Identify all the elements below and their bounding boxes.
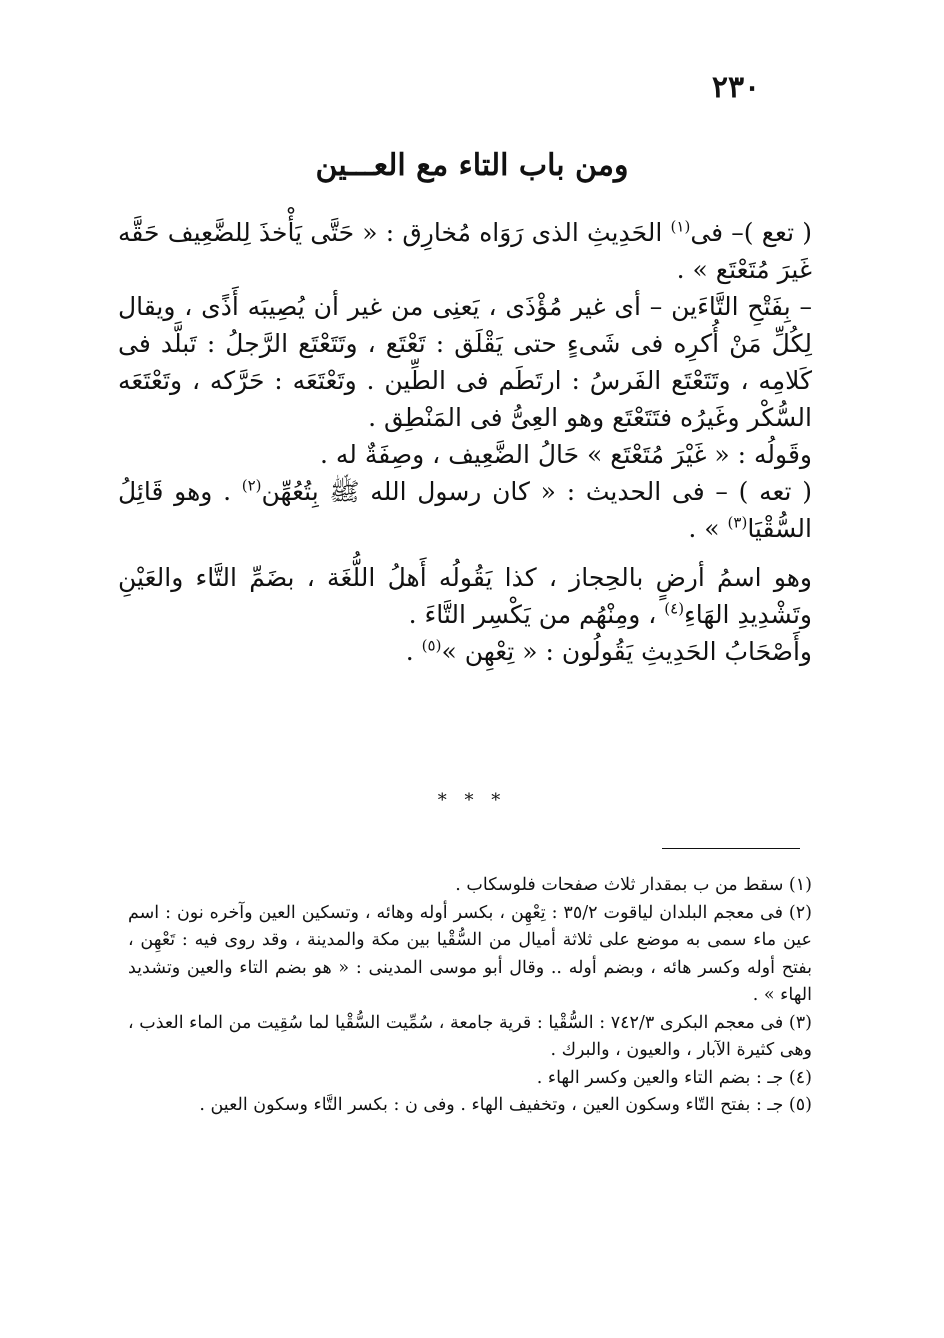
- entry-tah-text-3b: .: [405, 637, 422, 666]
- entry-taa-text-1: ( تعع )– فى: [690, 218, 812, 247]
- footnote-4: (٤) جـ : بضم التاء والعين وكسر الهاء .: [536, 1067, 812, 1088]
- footnotes: [128, 872, 838, 1120]
- footnote-5: (٥) جـ : بفتح التّاء وسكون العين ، وتخفيف الهاء . وفى ن : بكسر التَّاء وسكون العين .: [199, 1095, 812, 1115]
- footnote-ref-2: (٢): [241, 476, 262, 495]
- entry-tah-text-1c: » .: [688, 514, 728, 543]
- entry-tah-text-1: ( تعه ) – فى الحديث : « كان رسول الله ﷺ بِتُعُهِّن: [261, 477, 812, 506]
- chapter-title: ومن باب التاء مع العـــين: [315, 148, 629, 183]
- entry-tah-paragraph-1: [118, 473, 838, 547]
- entry-tah-text-2: وهو اسمُ أرضٍ بالحِجاز ، كذا يَقُولُه أَهلُ اللُّغَة ، بضَمِّ التَّاء والعَيْنِ وتَشْدِيدِ الهَاءِ: [118, 563, 812, 629]
- footnote-ref-5: (٥): [421, 636, 442, 655]
- footnote-divider: [662, 848, 800, 849]
- entry-tah-paragraph-3: [118, 633, 838, 670]
- entry-taa-paragraph-3: وقَولُه : « غَيْرَ مُتَعْتَع » حَالُ الضَّعِيف ، وصِفَةٌ له .: [320, 440, 812, 469]
- footnote-ref-1: (١): [670, 217, 691, 236]
- section-separator: * * *: [437, 790, 507, 811]
- footnote-3: (٣) فى معجم البكرى ٧٤٢/٣ : السُّقْيا : قرية جامعة ، سُمِّيت السُّقْيا لما سُقِيت من الماء العذب ، وهى كثيرة الآبار ، والعيون ، والبرك .: [128, 1012, 812, 1060]
- footnote-ref-3: (٣): [727, 513, 748, 532]
- entry-tah-paragraph-2: [118, 559, 838, 633]
- main-text: [118, 214, 838, 670]
- footnote-2: (٢) فى معجم البلدان لياقوت ٣٥/٢ : تِعْهِن ، بكسر أوله وهائه ، وتسكين العين وآخره نون : اسم عين ماء سمى به موضع على ثلاثة أميال من السُّقْيا بين مكة والمدينة ، وقد روى فيه : تَعْهِن ، بفتح أوله وكسر هائه ، وبضم أوله .. وقال أبو موسى المدينى : « هو بضم التاء والعين وتشديد الهاء » .: [128, 902, 812, 1005]
- footnote-1: (١) سقط من ب بمقدار ثلاث صفحات فلوسكاب .: [455, 875, 812, 895]
- page-number: ٢٣٠: [711, 70, 761, 105]
- entry-taa-text-1b: الحَدِيثِ الذى رَوَاه مُخارِق : « حَتَّى يَأْخذَ لِلضَّعِيف حَقَّه غَيرَ مُتَعْتَع » .: [118, 218, 812, 284]
- entry-tah-text-1b: . وهو قَائِلُ السُّقْيَا: [118, 477, 812, 543]
- entry-tah-text-3: وأَصْحَابُ الحَدِيثِ يَقُولُون : « تِعْهِن »: [441, 637, 812, 666]
- entry-taa-paragraph-2: – بِفَتْحِ التَّاءَين – أى غير مُؤْذَى ، يَعنِى من غير أن يُصِيبَه أَذًى ، ويقال لِكُلِّ مَنْ أُكرِه فى شَىءٍ حتى يَقْلَق : تَعْتَع ، وتَتَعْتَع الرَّجلُ : تَبلَّد فى كَلامِه ، وتَتَعْتَع الفَرسُ : ارتَطَم فى الطِّين . وتَعْتَعَه : حَرَّكه ، وتَعْتَعَه السُّكْر وغَيرُه فتَتَعْتَع وهو العِىُّ فى المَنْطِق .: [118, 292, 812, 432]
- entry-taa-paragraph-1: [118, 214, 838, 288]
- entry-tah-text-2b: ، ومِنْهُم من يَكْسِر التَّاءَ .: [408, 600, 665, 629]
- footnote-ref-4: (٤): [664, 599, 685, 618]
